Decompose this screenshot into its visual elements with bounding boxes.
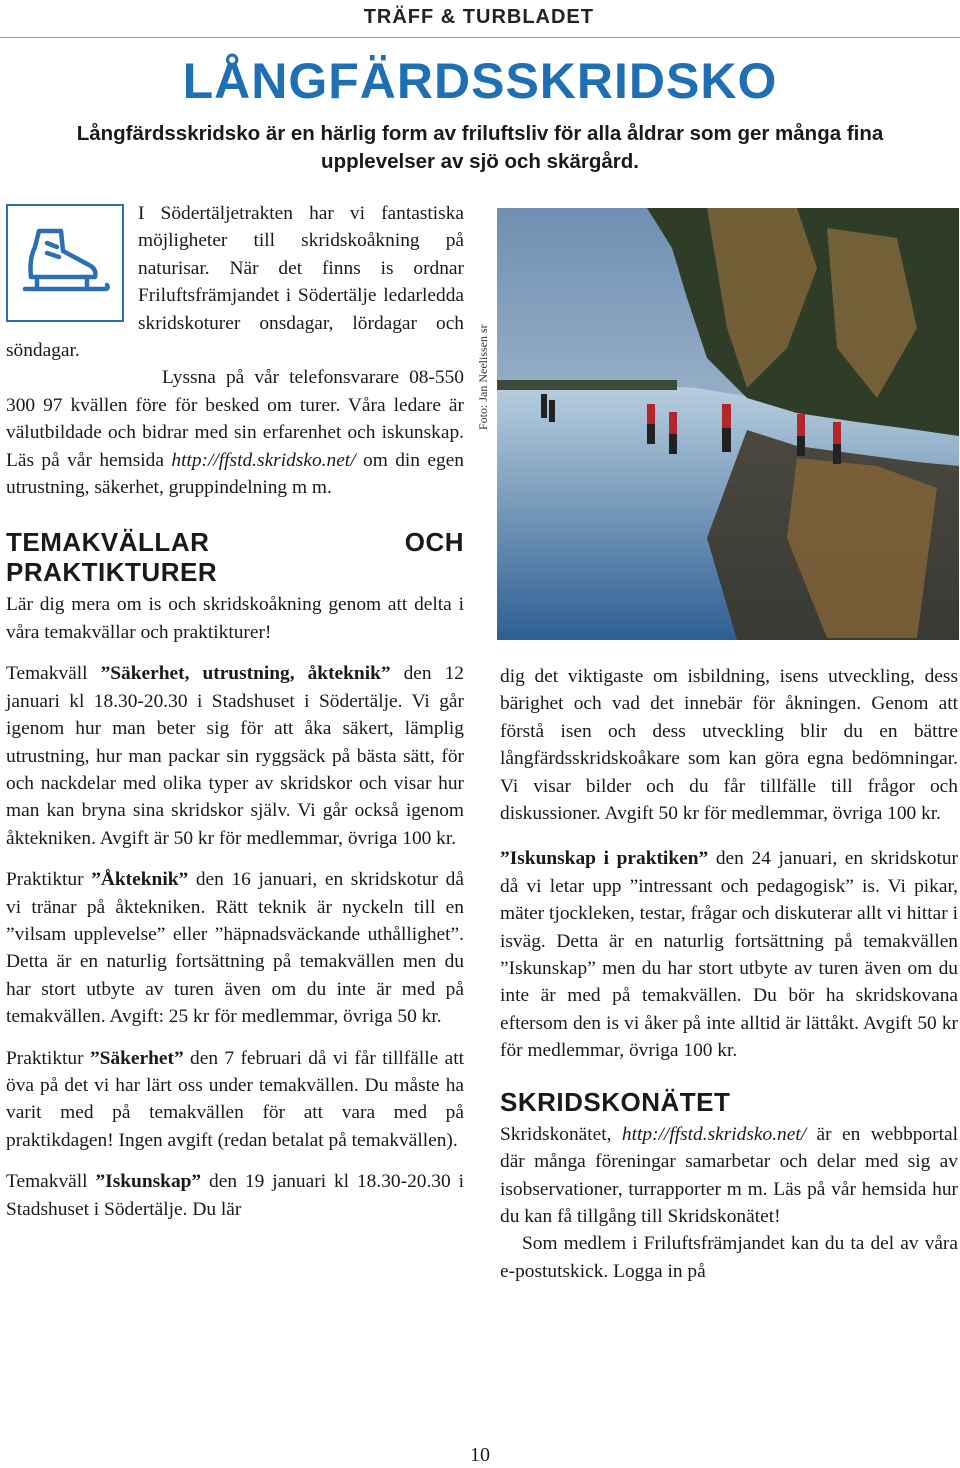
intro-paragraph-a: I Södertäljetrakten har vi fantastiska möjligheter till skridskoåkning på naturisar. När det finns is ordnar Friluftsfrämjandet i Södertälje ledarledda skridskoturer onsdagar, lördagar och söndagar. xyxy=(6,203,464,362)
right-paragraph-1: dig det viktigaste om isbildning, isens utveckling, dess bärighet och vad det innebär för åkningen. Genom att förstå isen och dess utveckling blir du en bättre långfärdsskridskoåkare som kan göra egna bedömningar. Vi visar bilder och du får tillfälle till frågor och diskussioner. Avgift 50 kr för medlemmar, övriga 100 kr. xyxy=(500,666,958,825)
header-divider xyxy=(0,37,960,38)
skating-photo xyxy=(497,208,959,640)
left-paragraph-2: Temakväll ”Säkerhet, utrustning, åkteknik” den 12 januari kl 18.30-20.30 i Stadshuset i Södertälje. Vi går igenom hur man beter sig för att åka säkert, lämplig utrustning, hur man packar sin ryggsäck på bästa sätt, för och nackdelar med olika typer av skridskor och visar hur man kan bryna sina skridskor själv. Vi går också igenom åktekniken. Avgift är 50 kr för medlemmar, övriga 100 kr. xyxy=(6,663,464,849)
intro-paragraph-b: Lyssna på vår telefonsvarare 08-550 300 97 kvällen före för besked om turer. Våra ledare är välutbildade och bidrar med sin erfarenhet och iskunskap. Läs på vår hemsida http://ffstd.skridsko.net/ om din egen utrustning, säkerhet, gruppindelning m m. xyxy=(6,367,465,499)
page-number: 10 xyxy=(470,1444,490,1466)
skridskonatet-link[interactable]: http://ffstd.skridsko.net/ xyxy=(621,1123,807,1145)
left-paragraph-1: Lär dig mera om is och skridskoåkning genom att delta i våra temakvällar och praktikturer! xyxy=(6,594,464,643)
website-link[interactable]: http://ffstd.skridsko.net/ xyxy=(171,449,356,471)
publication-label: TRÄFF & TURBLADET xyxy=(363,6,594,28)
left-paragraph-4: Praktiktur ”Säkerhet” den 7 februari då vi får tillfälle att öva på det vi har lärt oss under temakvällen. Du måste ha varit med på temakvällen för att vara med på praktikdagen! Ingen avgift (redan betalat på temakvällen). xyxy=(6,1047,464,1151)
ice-skate-icon xyxy=(17,221,113,305)
page-title: LÅNGFÄRDSSKRIDSKO xyxy=(182,53,778,109)
right-column xyxy=(500,663,958,1285)
right-paragraph-3: Skridskonätet, http://ffstd.skridsko.net/ är en webbportal där många föreningar samarbetar och delar med sig av isobservationer, turrapporter m m. Läs på vår hemsida hur du kan få tillgång till Skridskonätet! xyxy=(500,1123,958,1227)
section-heading-temakvallar: TEMAKVÄLLAR OCH PRAKTIKTURER xyxy=(6,527,464,588)
lead-paragraph: Långfärdsskridsko är en härlig form av friluftsliv för alla åldrar som ger många fina upplevelser av sjö och skärgård. xyxy=(76,122,884,173)
section-heading-skridskonatet: SKRIDSKONÄTET xyxy=(500,1086,731,1117)
lake-skaters-illustration xyxy=(497,208,959,640)
left-paragraph-3: Praktiktur ”Åkteknik” den 16 januari, en skridskotur då vi tränar på åktekniken. Rätt teknik är nyckeln till en ”vilsam upplevelse” eller ”häpnadsväckande uthållighet”. Detta är en naturlig fortsättning på temakvällen men du har stort utbyte av turen även om du inte är med på temakvällen. Avgift: 25 kr för medlemmar, övriga 50 kr. xyxy=(6,869,464,1028)
right-paragraph-2: ”Iskunskap i praktiken” den 24 januari, en skridskotur då vi letar upp ”intressant och pedagogisk” is. Vi pikar, mäter tjockleken, testar, frågar och diskuterar allt vi hittar i isväg. Detta är en naturlig fortsättning på temakvällen ”Iskunskap” men du har stort utbyte av turen även om du inte är med på temakvällen. Du bör ha skridskovana eftersom den is vi åker på inte alltid är lättåkt. Avgift 50 kr för medlemmar, övriga 100 kr. xyxy=(500,848,959,1062)
photo-credit: Foto: Jan Neelissen sr xyxy=(476,324,490,430)
right-paragraph-4: Som medlem i Friluftsfrämjandet kan du ta del av våra e-postutskick. Logga in på xyxy=(500,1233,958,1282)
skate-icon-box xyxy=(6,204,124,322)
left-paragraph-5: Temakväll ”Iskunskap” den 19 januari kl 18.30-20.30 i Stadshuset i Södertälje. Du lär xyxy=(6,1171,464,1220)
left-column xyxy=(6,200,464,1223)
